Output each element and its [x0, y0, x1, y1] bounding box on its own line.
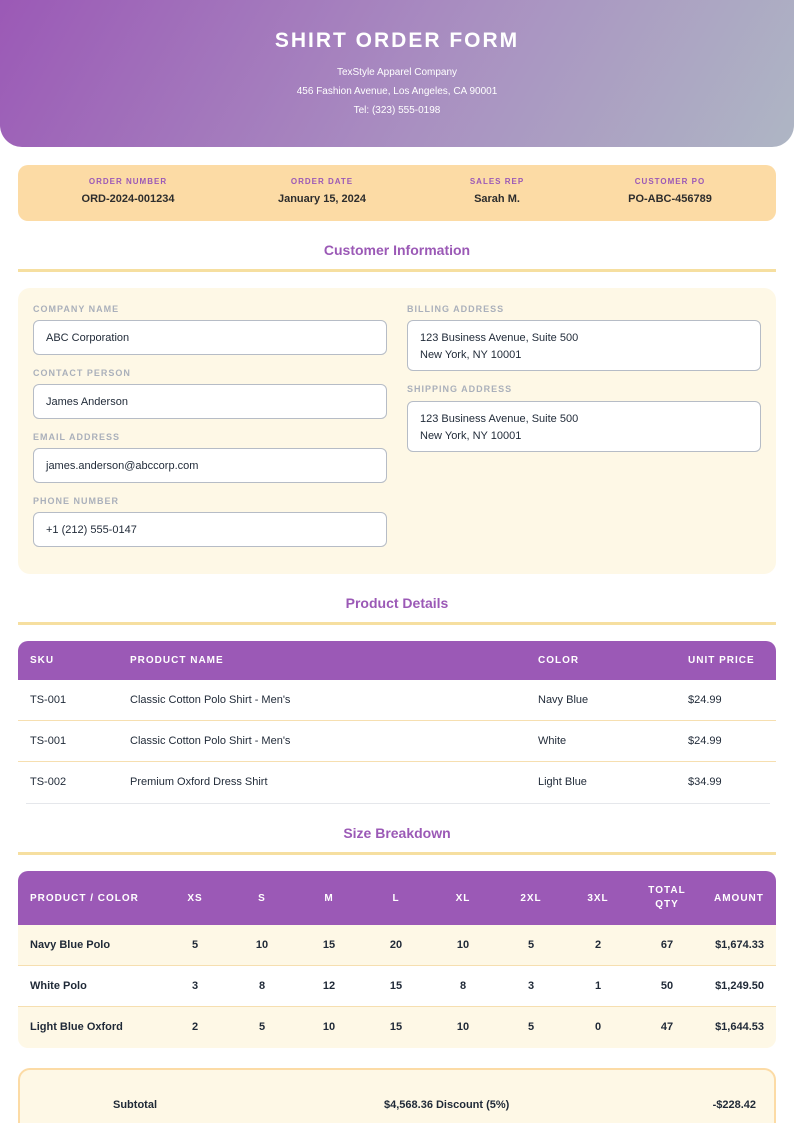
order-summary [18, 1068, 776, 1123]
size-section-title: Size Breakdown [343, 825, 451, 841]
header-color: COLOR [538, 655, 580, 666]
order-date-label: ORDER DATE [290, 177, 354, 186]
table-row [18, 966, 776, 1007]
size-3xl: 0 [594, 1021, 602, 1033]
customer-section-title: Customer Information [323, 242, 471, 258]
size-m: 10 [322, 1021, 336, 1033]
billing-line-1: 123 Business Avenue, Suite 500 [420, 332, 579, 344]
product-name: Classic Cotton Polo Shirt - Men's [130, 694, 291, 706]
contact-person-label: CONTACT PERSON [33, 368, 131, 378]
product-table-header [18, 641, 776, 680]
header-unit-price: UNIT PRICE [688, 655, 755, 666]
company-name-label: COMPANY NAME [33, 304, 120, 314]
size-xl: 8 [459, 980, 467, 992]
header-amount: AMOUNT [714, 893, 764, 904]
phone-field[interactable]: +1 (212) 555-0147 [33, 512, 387, 547]
subtotal-label: Subtotal [113, 1099, 157, 1111]
discount-value: -$228.42 [712, 1099, 756, 1111]
order-date-value: January 15, 2024 [277, 193, 367, 205]
size-amount: $1,249.50 [715, 980, 764, 992]
size-xs: 3 [191, 980, 199, 992]
shipping-address-field[interactable] [407, 401, 761, 452]
sales-rep-value: Sarah M. [474, 193, 520, 205]
sales-rep [412, 177, 582, 205]
header-product-color: PRODUCT / COLOR [30, 893, 139, 904]
product-color: White [538, 735, 567, 747]
customer-po-value: PO-ABC-456789 [628, 193, 712, 205]
size-s: 5 [258, 1021, 266, 1033]
size-s: 8 [258, 980, 266, 992]
shipping-line-2: New York, NY 10001 [420, 430, 522, 442]
shipping-address-label: SHIPPING ADDRESS [407, 384, 513, 394]
section-divider [18, 622, 776, 625]
header-l: L [392, 893, 400, 904]
header-xl: XL [455, 893, 471, 904]
order-number-label: ORDER NUMBER [88, 177, 168, 186]
phone-label: PHONE NUMBER [33, 496, 120, 506]
size-xl: 10 [456, 1021, 470, 1033]
header-sku: SKU [30, 655, 55, 666]
product-name: Classic Cotton Polo Shirt - Men's [130, 735, 291, 747]
size-xs: 2 [191, 1021, 199, 1033]
table-bottom-rule [26, 803, 770, 804]
product-sku: TS-002 [30, 776, 67, 788]
company-name-field[interactable]: ABC Corporation [33, 320, 387, 355]
size-l: 15 [389, 980, 403, 992]
table-row [18, 1007, 776, 1048]
size-l: 20 [389, 939, 403, 951]
customer-po [585, 177, 755, 205]
customer-po-label: CUSTOMER PO [634, 177, 706, 186]
size-table-header [18, 871, 776, 925]
size-xs: 5 [191, 939, 199, 951]
billing-line-2: New York, NY 10001 [420, 349, 522, 361]
size-product: Light Blue Oxford [30, 1021, 123, 1033]
product-name: Premium Oxford Dress Shirt [130, 776, 268, 788]
size-3xl: 2 [594, 939, 602, 951]
table-row [18, 721, 776, 762]
header-total: TOTAL [648, 885, 686, 896]
table-row [18, 680, 776, 721]
header-s: S [258, 893, 266, 904]
size-s: 10 [255, 939, 269, 951]
product-price: $24.99 [688, 694, 722, 706]
subtotal-discount: $4,568.36 Discount (5%) [384, 1099, 510, 1111]
company-phone: Tel: (323) 555-0198 [353, 105, 441, 116]
email-field[interactable]: james.anderson@abccorp.com [33, 448, 387, 483]
billing-address-field[interactable] [407, 320, 761, 371]
product-color: Navy Blue [538, 694, 589, 706]
product-sku: TS-001 [30, 735, 67, 747]
header-m: M [324, 893, 334, 904]
header-2xl: 2XL [520, 893, 542, 904]
form-header [0, 0, 794, 147]
size-total: 47 [660, 1021, 674, 1033]
size-3xl: 1 [594, 980, 602, 992]
product-price: $24.99 [688, 735, 722, 747]
billing-address-label: BILLING ADDRESS [407, 304, 505, 314]
table-row [18, 762, 776, 803]
size-product: Navy Blue Polo [30, 939, 111, 951]
size-m: 12 [322, 980, 336, 992]
order-date [237, 177, 407, 205]
order-meta-bar [18, 165, 776, 221]
size-2xl: 5 [527, 939, 535, 951]
size-2xl: 3 [527, 980, 535, 992]
header-3xl: 3XL [587, 893, 609, 904]
header-product-name: PRODUCT NAME [130, 655, 224, 666]
section-divider [18, 269, 776, 272]
order-number [43, 177, 213, 205]
table-row [18, 925, 776, 966]
contact-person-field[interactable]: James Anderson [33, 384, 387, 419]
size-m: 15 [322, 939, 336, 951]
size-total: 50 [660, 980, 674, 992]
product-section-title: Product Details [345, 595, 449, 611]
company-address: 456 Fashion Avenue, Los Angeles, CA 90001 [296, 86, 498, 97]
size-2xl: 5 [527, 1021, 535, 1033]
section-divider [18, 852, 776, 855]
company-name: TexStyle Apparel Company [336, 67, 458, 78]
size-amount: $1,644.53 [715, 1021, 764, 1033]
size-xl: 10 [456, 939, 470, 951]
product-price: $34.99 [688, 776, 722, 788]
size-amount: $1,674.33 [715, 939, 764, 951]
customer-info-panel [18, 288, 776, 574]
product-color: Light Blue [538, 776, 587, 788]
header-qty: QTY [655, 899, 679, 910]
size-l: 15 [389, 1021, 403, 1033]
shipping-line-1: 123 Business Avenue, Suite 500 [420, 413, 579, 425]
size-total: 67 [660, 939, 674, 951]
product-sku: TS-001 [30, 694, 67, 706]
order-number-value: ORD-2024-001234 [81, 193, 175, 205]
email-label: EMAIL ADDRESS [33, 432, 121, 442]
sales-rep-label: SALES REP [469, 177, 525, 186]
header-xs: XS [187, 893, 203, 904]
size-product: White Polo [30, 980, 87, 992]
page-title: SHIRT ORDER FORM [274, 29, 520, 52]
